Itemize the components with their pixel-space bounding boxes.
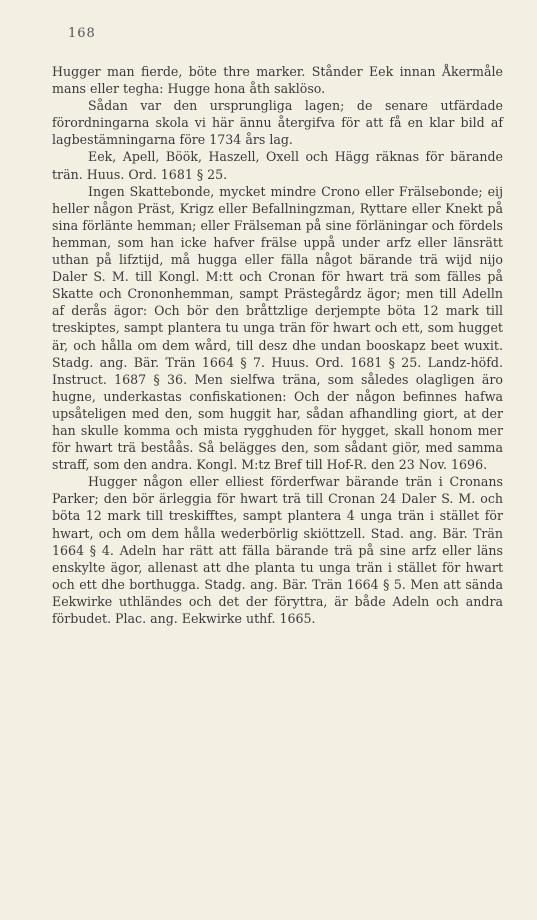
paragraph: Hugger man fierde, böte thre marker. Stånder Eek innan Åkermåle mans eller tegha: Hugge hona åth saklöso. xyxy=(52,64,503,97)
paragraph: Eek, Apell, Böök, Haszell, Oxell och Hägg räknas för bärande trän. Huus. Ord. 1681 § 25. xyxy=(52,149,503,182)
body-text xyxy=(52,63,503,627)
paragraph: Hugger någon eller elliest förderfwar bärande trän i Cronans Parker; den bör ärleggia för hwart trä till Cronan 24 Daler S. M. och böta 12 mark till treskifftes, sampt plantera 4 unga trän i stället för hwart, och om dem hålla wederbörlig skiöttzell. Stad. ang. Bär. Trän 1664 § 4. Adeln har rätt att fälla bärande trä på sine arfz eller läns enskylte ägor, allenast att dhe planta tu unga trän i stället för hwart och ett dhe borthugga. Stadg. ang. Bär. Trän 1664 § 5. Men att sända Eekwirke uthländes och det der föryttra, är både Adeln och andra förbudet. Plac. ang. Eekwirke uthf. 1665. xyxy=(52,474,503,626)
page-number: 168 xyxy=(68,26,96,41)
paragraph: Sådan var den ursprungliga lagen; de senare utfärdade förordningarna skola vi här ännu återgifva för att få en klar bild af lagbestämningarna före 1734 års lag. xyxy=(52,98,503,148)
paragraph: Ingen Skattebonde, mycket mindre Crono eller Frälsebonde; eij heller någon Präst, Krigz eller Befallningzman, Ryttare eller Knekt på sina förlänte hemman; eller Frälseman på sine förläningar och fördels hemman, som han icke hafver frälse uppå under arfz eller länsrätt uthan på lifztijd, må hugga eller fälla något bärande trä wijd nijo Daler S. M. till Kongl. M:tt och Cronan för hwart trä som fälles på Skatte och Crononhemman, sampt Prästegårdz ägor; men till Adelln af derås ägor: Och bör den bråttzlige derjempte böta 12 mark till treskiptes, sampt plantera tu unga trän för hwart och ett, som hugget är, och hålla om dem wård, till desz dhe undan booskapz beet wuxit. Stadg. ang. Bär. Trän 1664 § 7. Huus. Ord. 1681 § 25. Landz-höfd. Instruct. 1687 § 36. Men sielfwa träna, som således olagligen äro hugne, underkastas confiskationen: Och der någon befinnes hafwa upsåteligen med den, som huggit har, sådan afhandling giort, at der han skulle komma och mista rygghuden för hygget, skall honom mer för hwart trä beståås. Så belägges den, som sådant giör, med samma straff, som den andra. Kongl. M:tz Bref till Hof-R. den 23 Nov. 1696. xyxy=(52,183,503,473)
